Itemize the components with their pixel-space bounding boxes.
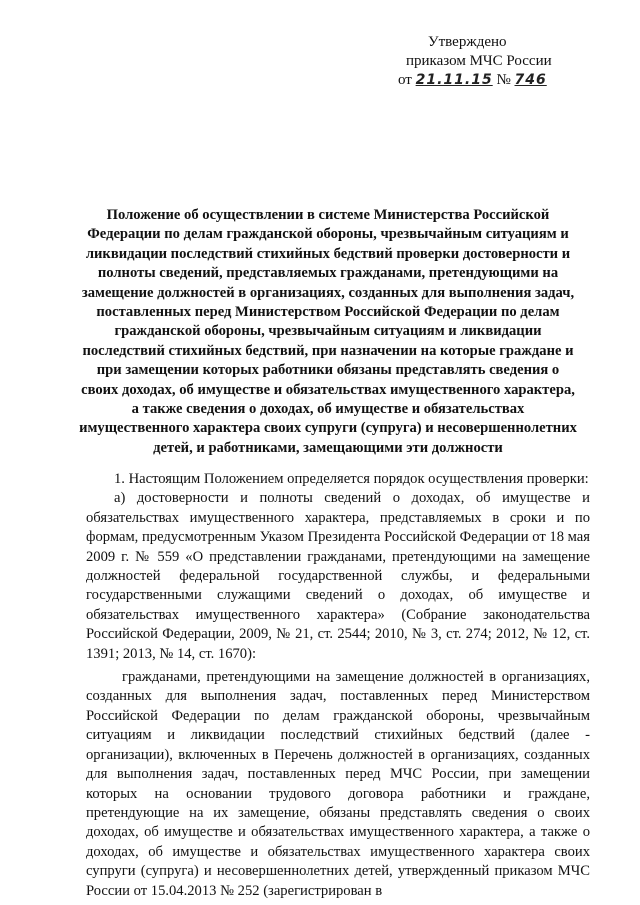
document-title: Положение об осуществлении в системе Министерства Российской Федерации по делам гражданской обороны, чрезвычайным ситуациям и ликвидации последствий стихийных бедствий проверки достоверности и полноты сведений, представляемых гражданами, претендующими на замещение должностей в организациях, созданных для выполнения задач, поставленных перед Министерством Российской Федерации по делам гражданской обороны, чрезвычайным ситуациям и ликвидации последствий стихийных бедствий, при назначении на которые граждане и при замещении которых работники обязаны представлять сведения о своих доходах, об имуществе и обязательствах имущественного характера, а также сведения о доходах, об имуществе и обязательствах имущественного характера своих супруги (супруга) и несовершеннолетних детей, и работниками, замещающими эти должности: [79, 207, 577, 456]
from-label: от: [398, 72, 412, 88]
approval-line-approved: Утверждено: [428, 34, 507, 50]
approval-line-order: приказом МЧС России: [406, 53, 552, 69]
number-label: №: [496, 72, 511, 88]
paragraph-citizens: гражданами, претендующими на замещение должностей в организациях, созданных для выполнения задач, поставленных перед Министерством Российской Федерации по делам гражданской обороны, чрезвычайным ситуациям и ликвидации последствий стихийных бедствий (далее - организации), включенных в Перечень должностей в организациях, созданных для выполнения задач, поставленных перед МЧС России, при замещении которых на основании трудового договора работники и граждане, претендующие на их замещение, обязаны представлять сведения о своих доходах, об имуществе и обязательствах имущественного характера, а также о доходах, об имуществе и обязательствах имущественного характера своих супруги (супруга) и несовершеннолетних детей, утвержденный приказом МЧС России от 15.04.2013 № 252 (зарегистрирован в: [86, 669, 590, 899]
paragraph-1: 1. Настоящим Положением определяется порядок осуществления проверки:: [114, 471, 589, 487]
handwritten-date: 21.11.15: [415, 72, 493, 88]
document-body: [86, 470, 590, 901]
handwritten-number: 746: [514, 72, 547, 88]
approval-stamp: [398, 33, 598, 90]
approval-line-date-number: [398, 71, 598, 90]
paragraph-1a: а) достоверности и полноты сведений о доходах, об имуществе и обязательствах имущественного характера, представляемых в сроки и по формам, предусмотренным Указом Президента Российской Федерации от 18 мая 2009 г. № 559 «О представлении гражданами, претендующими на замещение должностей федеральной государственной службы, и федеральными государственными служащими сведений о доходах, об имуществе и обязательствах имущественного характера» (Собрание законодательства Российской Федерации, 2009, № 21, ст. 2544; 2010, № 3, ст. 274; 2012, № 12, ст. 1391; 2013, № 14, ст. 1670):: [86, 490, 590, 662]
